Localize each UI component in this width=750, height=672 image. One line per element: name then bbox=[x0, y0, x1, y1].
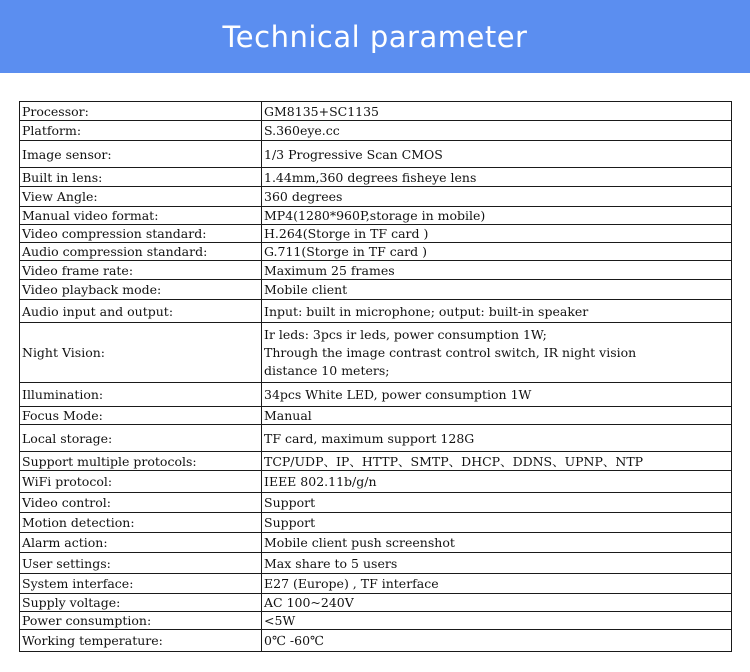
spec-value: Support bbox=[262, 493, 732, 513]
header-banner bbox=[0, 0, 750, 73]
spec-label: Audio input and output: bbox=[20, 300, 262, 323]
spec-value: S.360eye.cc bbox=[262, 121, 732, 141]
spec-value-line: Through the image contrast control switch, IR night vision bbox=[264, 344, 637, 360]
spec-label: Audio compression standard: bbox=[20, 243, 262, 261]
table-row bbox=[20, 261, 732, 280]
table-row bbox=[20, 407, 732, 425]
table-row bbox=[20, 121, 732, 141]
table-row bbox=[20, 574, 732, 594]
spec-label: WiFi protocol: bbox=[20, 471, 262, 493]
spec-value: H.264(Storge in TF card ) bbox=[262, 225, 732, 243]
spec-label: Local storage: bbox=[20, 425, 262, 452]
spec-label: Working temperature: bbox=[20, 630, 262, 652]
table-row bbox=[20, 243, 732, 261]
spec-value: 1.44mm,360 degrees fisheye lens bbox=[262, 168, 732, 187]
table-row bbox=[20, 553, 732, 574]
spec-label: Video control: bbox=[20, 493, 262, 513]
spec-label: Night Vision: bbox=[20, 323, 262, 383]
spec-label: Platform: bbox=[20, 121, 262, 141]
table-row bbox=[20, 300, 732, 323]
spec-label: Illumination: bbox=[20, 383, 262, 407]
spec-label: Power consumption: bbox=[20, 612, 262, 630]
spec-label: Supply voltage: bbox=[20, 594, 262, 612]
table-row bbox=[20, 425, 732, 452]
spec-label: Video compression standard: bbox=[20, 225, 262, 243]
spec-value bbox=[262, 323, 732, 383]
spec-label: Image sensor: bbox=[20, 141, 262, 168]
table-row bbox=[20, 280, 732, 300]
table-row bbox=[20, 383, 732, 407]
table-row bbox=[20, 533, 732, 553]
spec-value: AC 100~240V bbox=[262, 594, 732, 612]
spec-value: GM8135+SC1135 bbox=[262, 102, 732, 121]
spec-value: TF card, maximum support 128G bbox=[262, 425, 732, 452]
spec-value: Mobile client push screenshot bbox=[262, 533, 732, 553]
spec-value: Mobile client bbox=[262, 280, 732, 300]
table-row bbox=[20, 630, 732, 652]
spec-label: Video frame rate: bbox=[20, 261, 262, 280]
spec-value: Max share to 5 users bbox=[262, 553, 732, 574]
table-row bbox=[20, 452, 732, 471]
table-row bbox=[20, 225, 732, 243]
table-row bbox=[20, 594, 732, 612]
spec-value: E27 (Europe) , TF interface bbox=[262, 574, 732, 594]
table-row bbox=[20, 493, 732, 513]
spec-value: Support bbox=[262, 513, 732, 533]
table-row bbox=[20, 187, 732, 207]
spec-value: 0℃ -60℃ bbox=[262, 630, 732, 652]
spec-label: User settings: bbox=[20, 553, 262, 574]
spec-label: Motion detection: bbox=[20, 513, 262, 533]
spec-value: Input: built in microphone; output: built-in speaker bbox=[262, 300, 732, 323]
table-row bbox=[20, 612, 732, 630]
spec-value: 34pcs White LED, power consumption 1W bbox=[262, 383, 732, 407]
spec-label: View Angle: bbox=[20, 187, 262, 207]
spec-value: MP4(1280*960P,storage in mobile) bbox=[262, 207, 732, 225]
table-row bbox=[20, 102, 732, 121]
table-row bbox=[20, 168, 732, 187]
spec-label: Manual video format: bbox=[20, 207, 262, 225]
spec-value: 1/3 Progressive Scan CMOS bbox=[262, 141, 732, 168]
table-row bbox=[20, 141, 732, 168]
spec-value: IEEE 802.11b/g/n bbox=[262, 471, 732, 493]
table-row bbox=[20, 207, 732, 225]
spec-label: Focus Mode: bbox=[20, 407, 262, 425]
spec-label: Built in lens: bbox=[20, 168, 262, 187]
spec-value-line: distance 10 meters; bbox=[264, 362, 390, 378]
table-row bbox=[20, 513, 732, 533]
page-title: Technical parameter bbox=[222, 19, 528, 54]
spec-label: Processor: bbox=[20, 102, 262, 121]
spec-label: System interface: bbox=[20, 574, 262, 594]
spec-label: Support multiple protocols: bbox=[20, 452, 262, 471]
spec-value: Maximum 25 frames bbox=[262, 261, 732, 280]
spec-value: <5W bbox=[262, 612, 732, 630]
spec-table bbox=[19, 101, 732, 652]
spec-value: Manual bbox=[262, 407, 732, 425]
table-row bbox=[20, 471, 732, 493]
table-row bbox=[20, 323, 732, 383]
spec-value: G.711(Storge in TF card ) bbox=[262, 243, 732, 261]
spec-label: Alarm action: bbox=[20, 533, 262, 553]
spec-value-line: Ir leds: 3pcs ir leds, power consumption 1W; bbox=[264, 326, 547, 342]
spec-value: TCP/UDP、IP、HTTP、SMTP、DHCP、DDNS、UPNP、NTP bbox=[262, 452, 732, 471]
spec-value: 360 degrees bbox=[262, 187, 732, 207]
spec-label: Video playback mode: bbox=[20, 280, 262, 300]
